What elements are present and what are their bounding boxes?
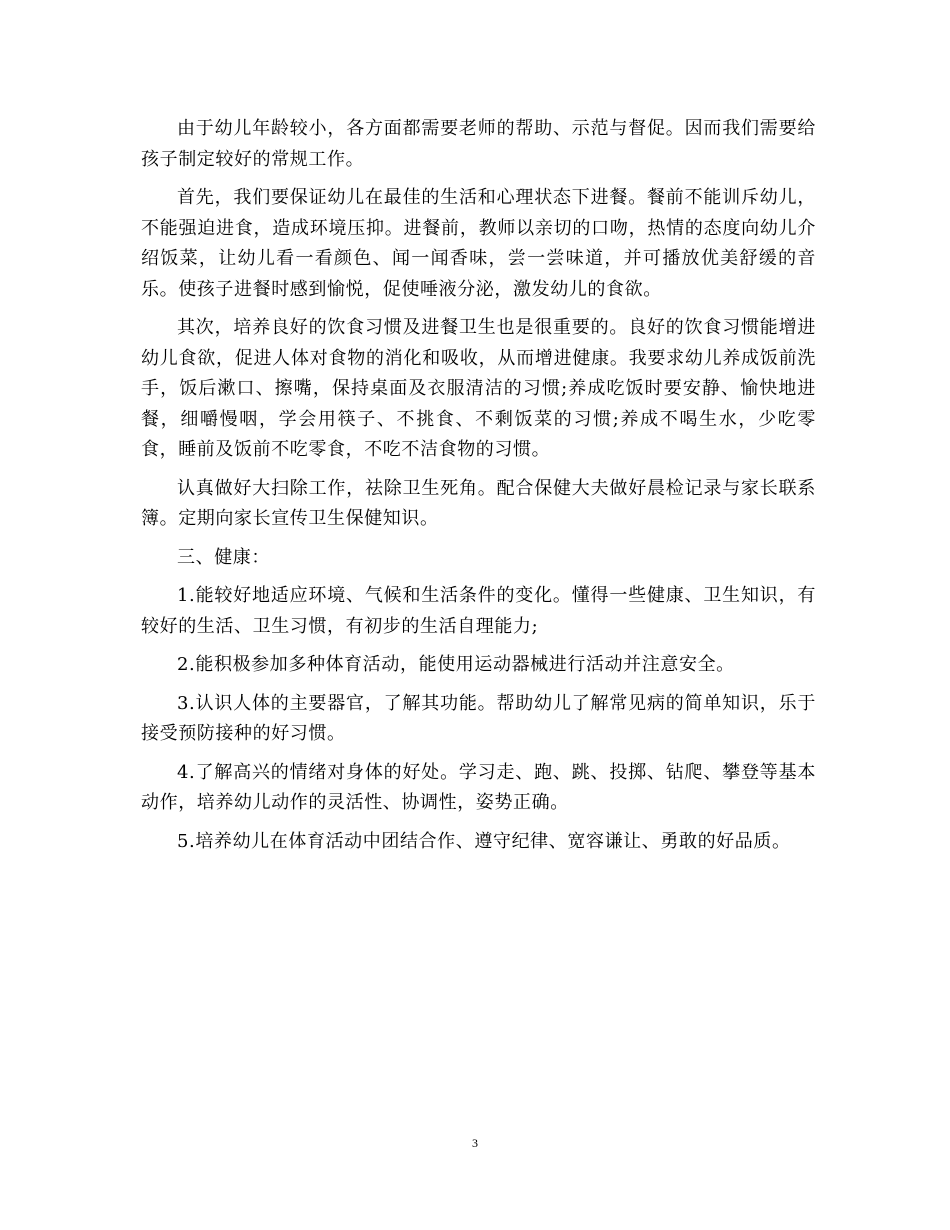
document-body (141, 114, 816, 865)
paragraph-routine-intro: 由于幼儿年龄较小，各方面都需要老师的帮助、示范与督促。因而我们需要给孩子制定较好的常规工作。 (141, 118, 816, 170)
section-heading-health: 三、健康： (177, 546, 270, 568)
paragraph-eating-habits: 其次，培养良好的饮食习惯及进餐卫生也是很重要的。良好的饮食习惯能增进幼儿食欲，促进人体对食物的消化和吸收，从而增进健康。我要求幼儿养成饭前洗手，饭后漱口、擦嘴，保持桌面及衣服清洁的习惯;养成吃饭时要安静、愉快地进餐，细嚼慢咽，学会用筷子、不挑食、不剩饭菜的习惯;养成不喝生水，少吃零食，睡前及饭前不吃零食，不吃不洁食物的习惯。 (141, 317, 816, 460)
list-item-health-5: 5.培养幼儿在体育活动中团结合作、遵守纪律、宽容谦让、勇敢的好品质。 (177, 830, 791, 852)
paragraph-cleaning: 认真做好大扫除工作，祛除卫生死角。配合保健大夫做好晨检记录与家长联系簿。定期向家长宣传卫生保健知识。 (141, 477, 816, 529)
list-item-health-4: 4.了解高兴的情绪对身体的好处。学习走、跑、跳、投掷、钻爬、攀登等基本动作，培养幼儿动作的灵活性、协调性，姿势正确。 (141, 761, 816, 813)
paragraph-mealtime-mood: 首先，我们要保证幼儿在最佳的生活和心理状态下进餐。餐前不能训斥幼儿，不能强迫进食，造成环境压抑。进餐前，教师以亲切的口吻，热情的态度向幼儿介绍饭菜，让幼儿看一看颜色、闻一闻香味，尝一尝味道，并可播放优美舒缓的音乐。使孩子进餐时感到愉悦，促使唾液分泌，激发幼儿的食欲。 (141, 187, 816, 300)
page-number: 3 (472, 1136, 478, 1150)
list-item-health-1: 1.能较好地适应环境、气候和生活条件的变化。懂得一些健康、卫生知识，有较好的生活、卫生习惯，有初步的生活自理能力; (141, 585, 816, 637)
list-item-health-2: 2.能积极参加多种体育活动，能使用运动器械进行活动并注意安全。 (177, 654, 735, 675)
list-item-health-3: 3.认识人体的主要器官，了解其功能。帮助幼儿了解常见病的简单知识，乐于接受预防接种的好习惯。 (141, 692, 816, 744)
